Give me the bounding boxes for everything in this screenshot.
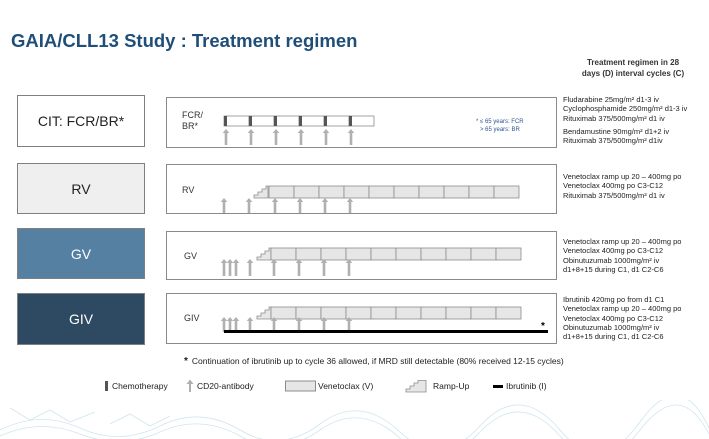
dosing-gv-line: Obinutuzumab 1000mg/m² iv	[563, 255, 660, 265]
antibody-arrow	[322, 198, 329, 213]
antibody-arrow	[246, 198, 253, 213]
legend-rampup	[405, 379, 469, 393]
dosing-cit-line: Fludarabine 25mg/m² d1-3 iv	[563, 95, 659, 104]
panel-giv	[166, 293, 557, 344]
dosing-rv-line: Rituximab 375/500mg/m² d1 iv	[563, 190, 665, 200]
venetoclax-cycle	[296, 307, 321, 319]
antibody-arrow-icon	[185, 379, 197, 393]
venetoclax-cycle	[296, 248, 321, 260]
dosing-cit-line: Bendamustine 90mg/m² d1+2 iv	[563, 126, 670, 136]
venetoclax-cycle	[471, 307, 496, 319]
dosing-giv-line: Venetoclax ramp up 20 – 400mg po	[563, 304, 682, 314]
venetoclax-cycle	[346, 248, 371, 260]
legend-chemotherapy-label: Chemotherapy	[112, 381, 168, 391]
dosing-giv-line: d1+8+15 during C1, d1 C2-C6	[563, 332, 664, 342]
chemotherapy-bar	[299, 116, 302, 126]
cycle-box	[274, 116, 299, 126]
antibody-arrow	[273, 129, 280, 145]
dosing-giv-line: Obinutuzumab 1000mg/m² iv	[563, 322, 660, 332]
antibody-arrow	[298, 129, 305, 145]
antibody-arrow	[346, 259, 353, 276]
dosing-gv-line: d1+8+15 during C1, d1 C2-C6	[563, 264, 664, 274]
venetoclax-cycle	[469, 186, 494, 198]
arm-box-giv	[17, 293, 145, 345]
rampup-step	[257, 248, 271, 260]
venetoclax-cycle	[419, 186, 444, 198]
antibody-arrow	[221, 259, 228, 276]
schedule-giv	[167, 294, 556, 343]
cycle-box	[349, 116, 374, 126]
regimen-header-line-1: Treatment regimen in 28	[586, 58, 680, 67]
venetoclax-cycle	[369, 186, 394, 198]
dosing-gv-line: Venetoclax ramp up 20 – 400mg po	[563, 237, 682, 246]
decorative-wave-pattern	[0, 400, 709, 439]
legend-chemotherapy	[104, 379, 168, 393]
antibody-arrow	[297, 198, 304, 213]
venetoclax-cycle	[394, 186, 419, 198]
cycle-box	[299, 116, 324, 126]
dosing-gv-line: Venetoclax 400mg po C3-C12	[563, 246, 664, 256]
dosing-giv-line: Venetoclax 400mg po C3-C12	[563, 313, 664, 323]
antibody-arrow	[347, 198, 354, 213]
venetoclax-cycle	[496, 307, 521, 319]
schedule-rv	[167, 165, 556, 213]
legend-antibody-label: CD20-antibody	[197, 381, 254, 391]
rampup-step	[257, 307, 271, 319]
venetoclax-cycle	[496, 248, 521, 260]
antibody-arrow	[247, 259, 254, 276]
age-note-line-1: * ≤ 65 years: FCR	[476, 119, 524, 125]
age-note	[476, 119, 524, 134]
antibody-arrow	[247, 317, 254, 332]
venetoclax-cycle	[371, 307, 396, 319]
antibody-arrow	[296, 259, 303, 276]
venetoclax-cycle	[269, 186, 294, 198]
antibody-arrow	[221, 317, 228, 332]
dosing-giv-line: Ibrutinib 420mg po from d1 C1	[563, 295, 665, 304]
venetoclax-cycle	[444, 186, 469, 198]
panel-gv	[166, 231, 557, 280]
panel-cit-label-line-2: BR*	[182, 121, 199, 131]
cycle-box	[324, 116, 349, 126]
venetoclax-cycle	[346, 307, 371, 319]
antibody-arrow	[233, 317, 240, 332]
venetoclax-cycle	[421, 248, 446, 260]
chemotherapy-bar	[349, 116, 352, 126]
arm-label-rv: RV	[71, 180, 91, 197]
venetoclax-cycle	[471, 248, 496, 260]
dosing-cit	[563, 95, 687, 145]
legend-venetoclax-label: Venetoclax (V)	[318, 381, 374, 391]
antibody-arrow	[321, 259, 328, 276]
rampup-icon	[405, 380, 429, 393]
ibrutinib-bar-icon	[492, 380, 506, 392]
regimen-header	[568, 57, 698, 79]
venetoclax-cycle	[371, 248, 396, 260]
footnote-star: *	[184, 356, 188, 367]
rampup-step	[254, 186, 268, 198]
chemotherapy-icon	[104, 380, 112, 392]
cycle-box	[224, 116, 249, 126]
schedule-gv	[167, 232, 556, 279]
dosing-cit-line: Cyclophosphamide 250mg/m² d1-3 iv	[563, 104, 688, 114]
ibrutinib-continuation-mark: *	[541, 321, 545, 332]
legend-rampup-label: Ramp-Up	[433, 381, 470, 391]
arm-box-gv	[17, 228, 145, 279]
arm-label-gv: GV	[70, 245, 92, 262]
venetoclax-cycle	[421, 307, 446, 319]
dosing-cit-line: Rituximab 375/500mg/m² d1 iv	[563, 113, 665, 123]
footnote	[184, 356, 564, 367]
panel-cit-label-line-1: FCR/	[182, 110, 203, 120]
ibrutinib-bar	[224, 330, 548, 333]
antibody-arrow	[272, 198, 279, 213]
antibody-arrow	[227, 259, 234, 276]
dosing-rv-line: Venetoclax ramp up 20 – 400mg po	[563, 172, 682, 181]
legend-venetoclax	[285, 379, 373, 393]
regimen-header-line-2: days (D) interval cycles (C)	[581, 69, 685, 78]
antibody-arrow	[221, 198, 228, 213]
antibody-arrow	[248, 129, 255, 145]
page-title: GAIA/CLL13 Study : Treatment regimen	[11, 30, 358, 51]
panel-rv-label: RV	[182, 185, 195, 195]
venetoclax-cycle	[446, 248, 471, 260]
dosing-giv	[563, 295, 681, 341]
legend-ibrutinib-label: Ibrutinib (I)	[506, 381, 547, 391]
dosing-gv	[563, 237, 681, 274]
venetoclax-cycle	[321, 307, 346, 319]
venetoclax-cycle	[396, 248, 421, 260]
chemotherapy-bar	[224, 116, 227, 126]
antibody-arrow	[271, 259, 278, 276]
venetoclax-cycle	[319, 186, 344, 198]
chemotherapy-bar	[324, 116, 327, 126]
arm-label-cit: CIT: FCR/BR*	[37, 113, 125, 129]
venetoclax-cycle	[321, 248, 346, 260]
venetoclax-cycle	[396, 307, 421, 319]
panel-rv	[166, 164, 557, 214]
chemotherapy-bar	[249, 116, 252, 126]
arm-box-rv	[17, 163, 145, 214]
panel-giv-label: GIV	[184, 313, 200, 323]
cycle-box	[249, 116, 274, 126]
venetoclax-cycle	[494, 186, 519, 198]
footnote-text: Continuation of ibrutinib up to cycle 36 allowed, if MRD still detectable (80% received 12-15 cycles)	[191, 356, 564, 366]
panel-cit	[166, 97, 557, 148]
legend-antibody	[185, 379, 254, 393]
antibody-arrow	[223, 129, 230, 145]
venetoclax-box-icon	[285, 380, 318, 392]
venetoclax-cycle	[344, 186, 369, 198]
dosing-rv	[563, 172, 681, 200]
antibody-arrow	[233, 259, 240, 276]
dosing-rv-line: Venetoclax 400mg po C3-C12	[563, 181, 664, 191]
arm-label-giv: GIV	[68, 311, 94, 327]
chemotherapy-bar	[274, 116, 277, 126]
venetoclax-cycle	[446, 307, 471, 319]
legend-ibrutinib	[492, 379, 547, 393]
panel-gv-label: GV	[184, 251, 198, 261]
age-note-line-2: > 65 years: BR	[480, 126, 520, 133]
antibody-arrow	[227, 317, 234, 332]
dosing-cit-line: Rituximab 375/500mg/m² d1iv	[563, 136, 663, 146]
arm-box-cit	[17, 95, 145, 147]
venetoclax-cycle	[294, 186, 319, 198]
antibody-arrow	[348, 129, 355, 145]
venetoclax-cycle	[271, 248, 296, 260]
venetoclax-cycle	[271, 307, 296, 319]
antibody-arrow	[323, 129, 330, 145]
